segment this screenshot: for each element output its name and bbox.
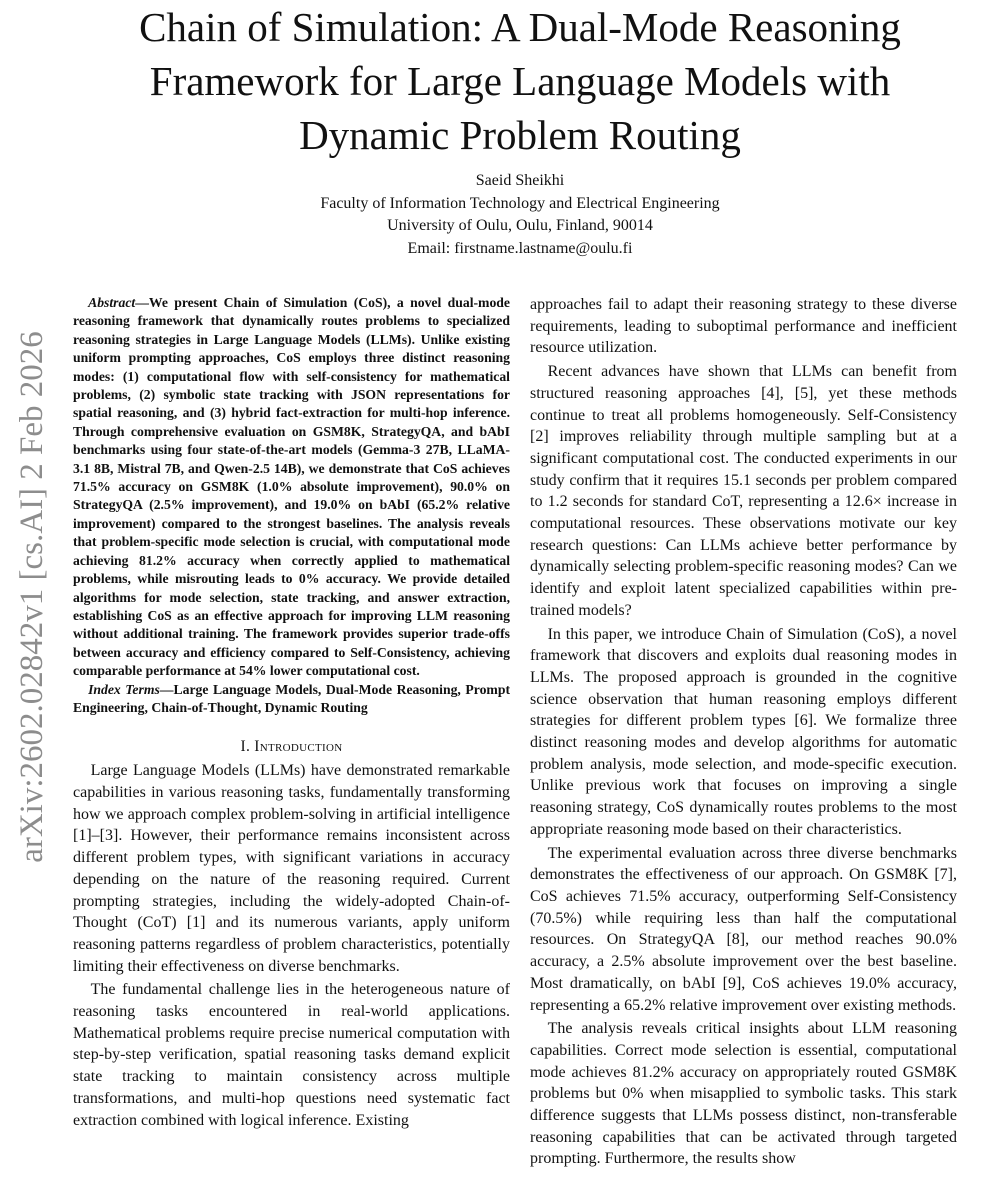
body-paragraph: Large Language Models (LLMs) have demonstrated remarkable capabilities in various reasoning tasks, fundamentally transforming how we approach complex problem-solving in artificial intelligence [1]–[3]. However, their performance remains inconsistent across different problem types, with significant variations in accuracy depending on the nature of the reasoning required. Current prompting strategies, including the widely-adopted Chain-of-Thought (CoT) [1] and its numerous variants, apply uniform reasoning patterns regardless of problem characteristics, potentially limiting their effectiveness on diverse benchmarks. — [73, 762, 510, 975]
section-numeral: I. — [240, 738, 255, 756]
abstract-text: —We present Chain of Simulation (CoS), a novel dual-mode reasoning framework that dynamically routes problems to specialized reasoning strategies in Large Language Models (LLMs). Unlike existing uniform prompting approaches, CoS employs three distinct reasoning modes: (1) computational flow with self-consistency for mathematical problems, (2) symbolic state tracking with JSON representations for spatial reasoning, and (3) hybrid fact-extraction for multi-hop inference. Through comprehensive evaluation on GSM8K, StrategyQA, and bAbI benchmarks using four state-of-the-art models (Gemma-3 27B, LLaMA-3.1 8B, Mistral 7B, and Qwen-2.5 14B), we demonstrate that CoS achieves 71.5% accuracy on GSM8K (1.0% absolute improvement), 90.0% on StrategyQA (2.5% improvement), and 19.0% on bAbI (65.2% relative improvement) compared to the strongest baselines. The analysis reveals that problem-specific mode selection is crucial, with computational mode achieving 81.2% accuracy when correctly applied to mathematical problems, while misrouting leads to 0% accuracy. We provide detailed algorithms for mode selection, state tracking, and answer extraction, establishing CoS as an effective approach for improving LLM reasoning without additional training. The framework provides superior trade-offs between accuracy and efficiency compared to Self-Consistency, achieving comparable performance at 54% lower computational cost. — [73, 295, 510, 679]
abstract-label: Abstract — [88, 295, 136, 310]
author-email: Email: firstname.lastname@oulu.fi — [407, 239, 633, 257]
paper-title — [60, 0, 980, 162]
arxiv-identifier-stamp: arXiv:2602.02842v1 [cs.AI] 2 Feb 2026 — [14, 331, 50, 863]
left-column — [73, 294, 510, 1133]
author-block — [60, 170, 980, 260]
author-name: Saeid Sheikhi — [475, 172, 565, 189]
right-column — [530, 294, 957, 1172]
index-terms-label: Index Terms — [88, 681, 160, 697]
body-paragraph: In this paper, we introduce Chain of Simulation (CoS), a novel framework that discovers and exploits dual reasoning modes in LLMs. The proposed approach is grounded in the cognitive science observation that human reasoning employs different strategies for different problem types [6]. We formalize three distinct reasoning modes and develop algorithms for automatic problem analysis, mode selection, and mode-specific execution. Unlike previous work that focuses on improving a single reasoning strategy, CoS dynamically routes problems to the most appropriate reasoning mode based on their characteristics. — [530, 625, 957, 838]
university-address: University of Oulu, Oulu, Finland, 90014 — [387, 217, 653, 234]
body-paragraph: Recent advances have shown that LLMs can benefit from structured reasoning approaches [4], [5], yet these methods continue to treat all problems homogeneously. Self-Consistency [2] improves reliability through multiple sampling but at a significant computational cost. The conducted experiments in our study confirm that it requires 15.1 seconds per problem compared to 1.2 seconds for standard CoT, representing a 12.6× increase in computational resources. These observations motivate our key research questions: Can LLMs achieve better performance by dynamically selecting problem-specific reasoning modes? Can we identify and exploit latent specialized capabilities within pre-trained models? — [530, 363, 957, 619]
body-paragraph: The fundamental challenge lies in the heterogeneous nature of reasoning tasks encountered in real-world applications. Mathematical problems require precise numerical computation with step-by-step verification, spatial reasoning tasks demand explicit state tracking to maintain consistency across multiple transformations, and multi-hop questions need systematic fact extraction combined with logical inference. Existing — [73, 981, 510, 1129]
section-title: Introduction — [254, 738, 343, 756]
index-terms — [73, 681, 510, 718]
body-paragraph: The analysis reveals critical insights about LLM reasoning capabilities. Correct mode selection is essential, computational mode achieves 81.2% accuracy on appropriately routed GSM8K problems but 0% when misapplied to symbolic tasks. This stark difference suggests that LLMs possess distinct, non-transferable reasoning capabilities that can be activated through targeted prompting. Furthermore, the results show — [530, 1020, 957, 1168]
title-line: Framework for Large Language Models with — [149, 58, 891, 104]
title-line: Dynamic Problem Routing — [299, 112, 741, 158]
abstract — [73, 294, 510, 681]
title-line: Chain of Simulation: A Dual-Mode Reasoning — [139, 4, 901, 50]
affiliation: Faculty of Information Technology and Electrical Engineering — [320, 194, 720, 212]
body-paragraph: approaches fail to adapt their reasoning strategy to these diverse requirements, leading to suboptimal performance and inefficient resource utilization. — [530, 296, 957, 357]
index-terms-text: —Large Language Models, Dual-Mode Reasoning, Prompt Engineering, Chain-of-Thought, Dynamic Routing — [73, 681, 511, 715]
body-paragraph: The experimental evaluation across three diverse benchmarks demonstrates the effectiveness of our approach. On GSM8K [7], CoS achieves 71.5% accuracy, outperforming Self-Consistency (70.5%) while requiring less than half the computational resources. On StrategyQA [8], our method reaches 90.0% accuracy, a 2.5% absolute improvement over the best baseline. Most dramatically, on bAbI [9], CoS achieves 19.0% accuracy, representing a 65.2% relative improvement over existing methods. — [530, 844, 957, 1014]
section-heading-introduction — [73, 738, 510, 756]
